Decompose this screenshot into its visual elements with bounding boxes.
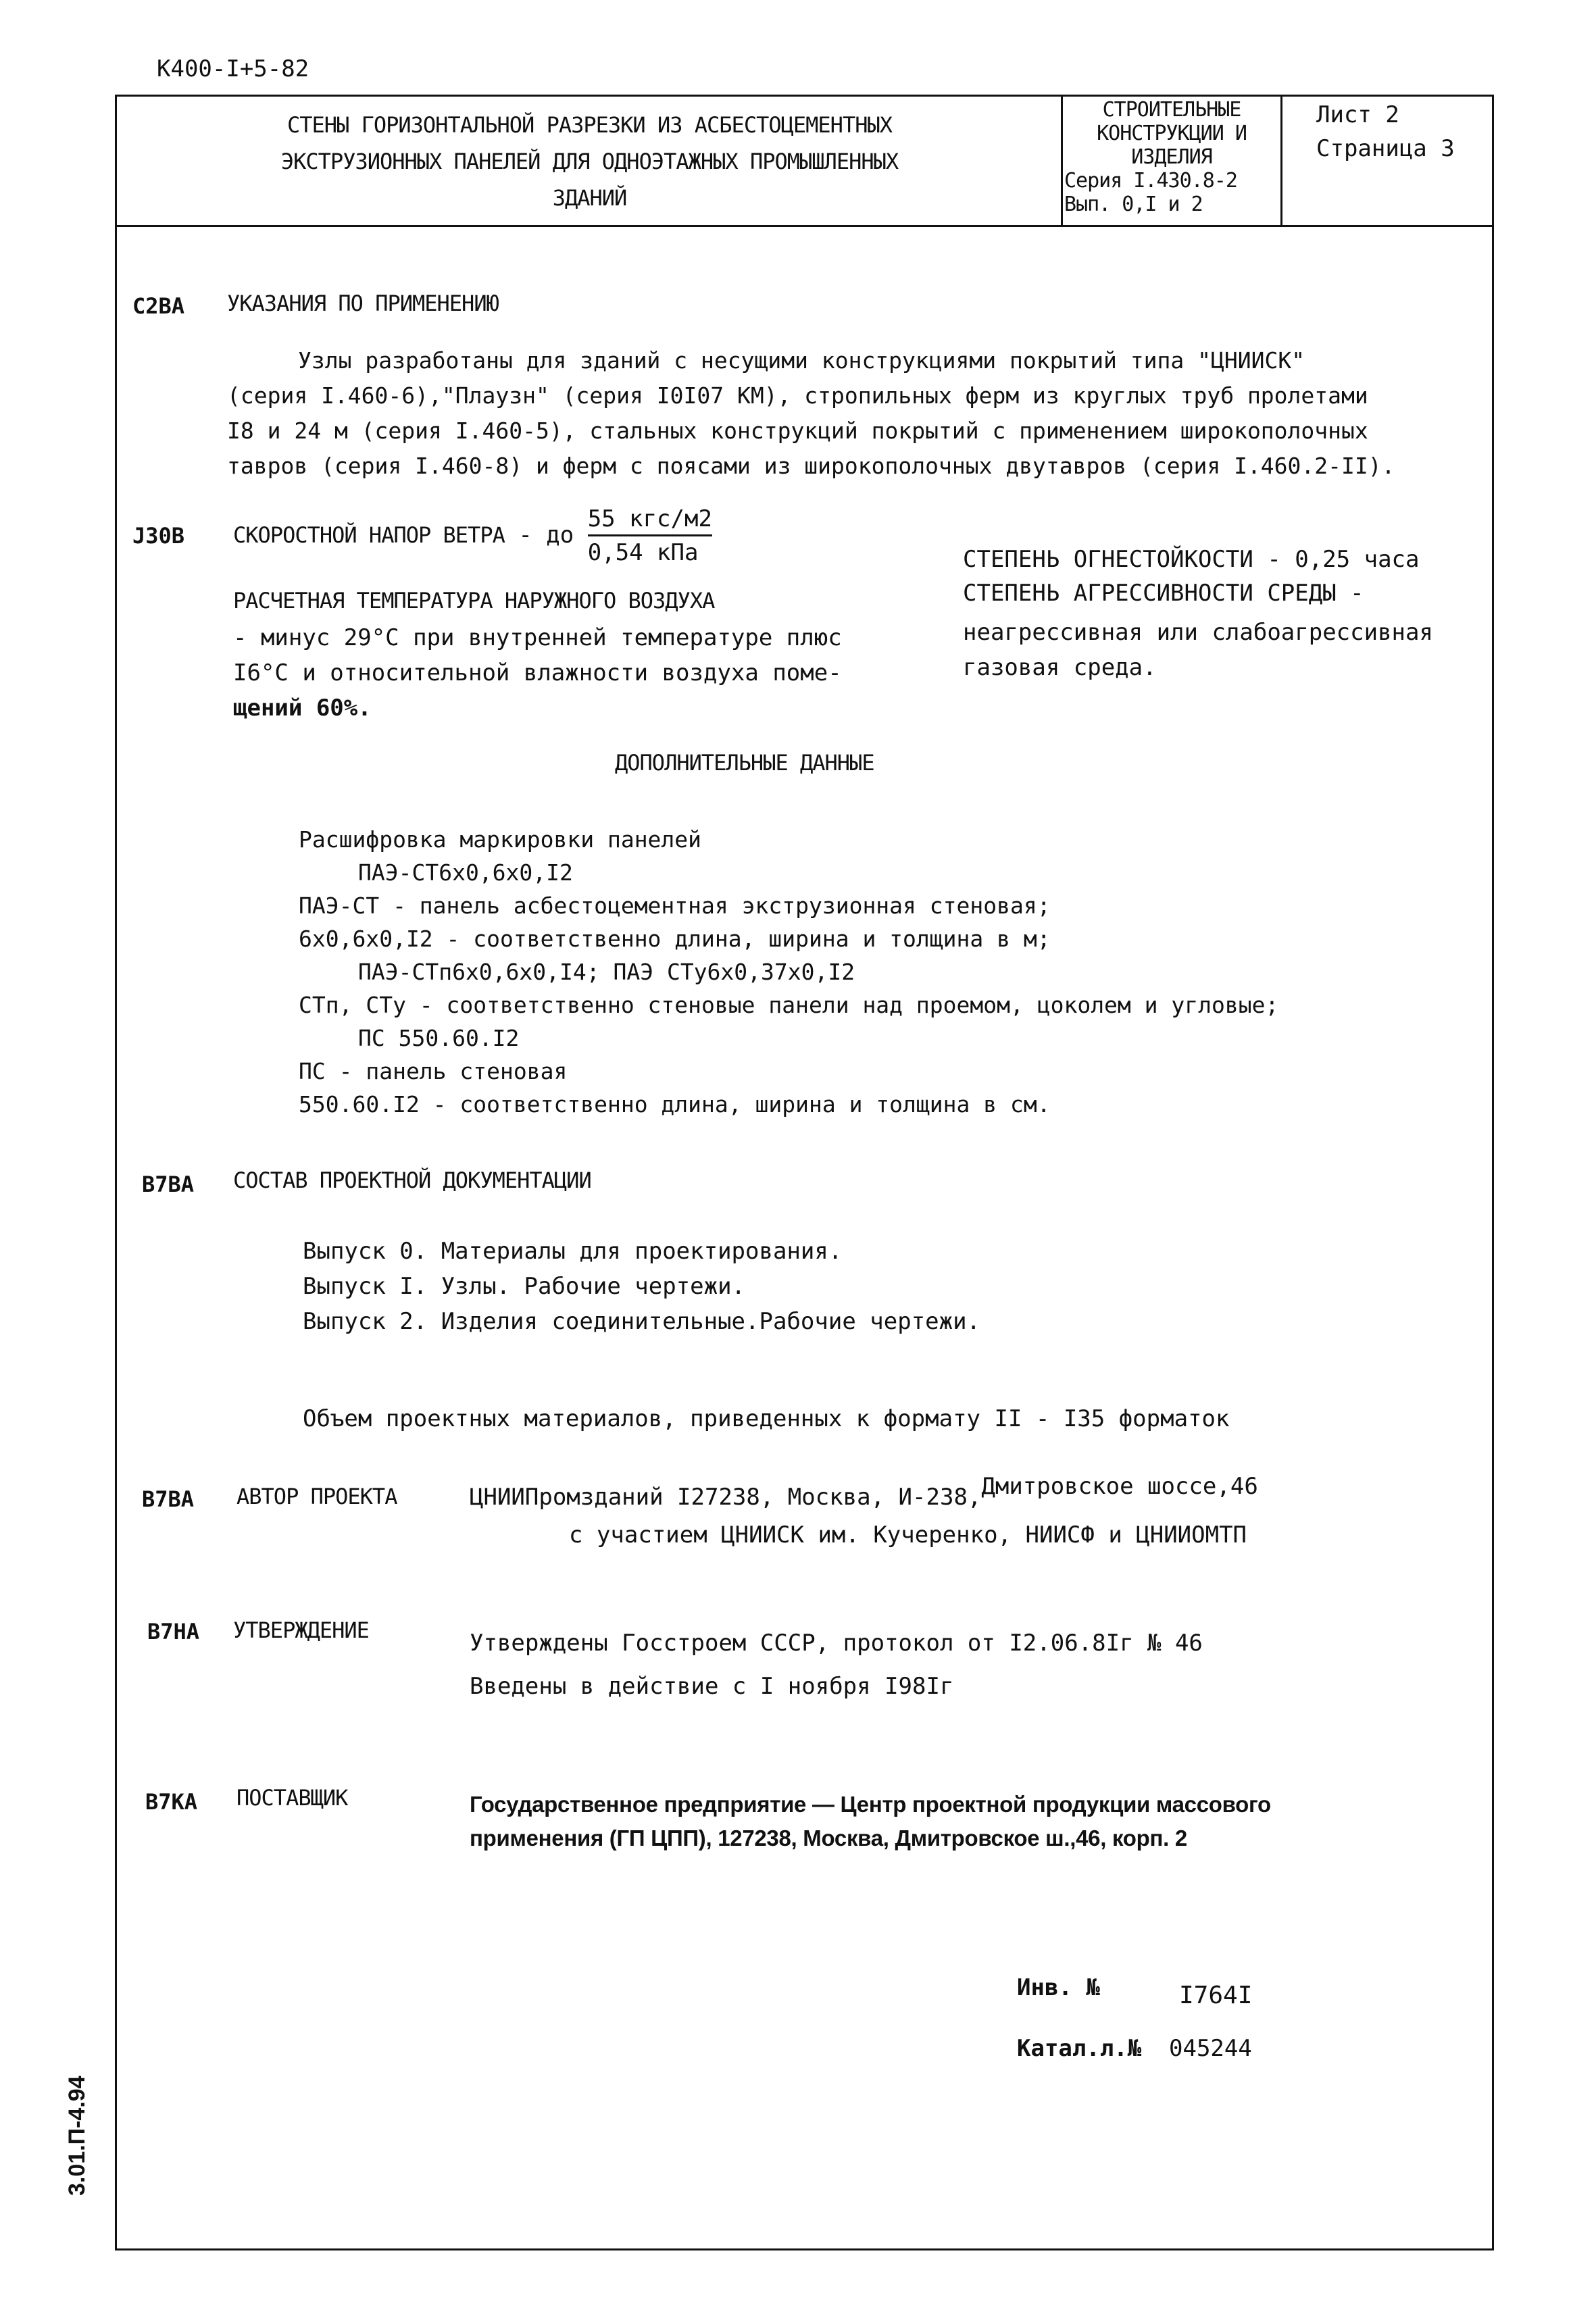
text-line: ПАЭ-СТ6х0,6х0,I2 <box>358 859 573 886</box>
text-line: СТп, СТу - соответственно стеновые панели над проемом, цоколем и угловые; <box>299 992 1279 1018</box>
approval-text <box>470 1621 1203 1708</box>
series-line: СТРОИТЕЛЬНЫЕ <box>1102 98 1241 122</box>
series-line: ИЗДЕЛИЯ <box>1131 145 1212 169</box>
doc-code: К400-I+5-82 <box>157 55 309 82</box>
text-line: I6°С и относительной влажности воздуха поме- <box>233 659 842 686</box>
text-line: газовая среда. <box>963 654 1157 681</box>
text-line: (серия I.460-6),"Плаузн" (серия I0I07 КМ), стропильных ферм из круглых труб пролетами <box>227 382 1368 409</box>
title-line: СТЕНЫ ГОРИЗОНТАЛЬНОЙ РАЗРЕЗКИ ИЗ АСБЕСТОЦЕМЕНТНЫХ <box>286 112 892 138</box>
text-line: Расшифровка маркировки панелей <box>299 826 702 853</box>
aggressiveness-label: СТЕПЕНЬ АГРЕССИВНОСТИ СРЕДЫ - <box>963 580 1364 607</box>
supplier-label: ПОСТАВЩИК <box>236 1785 348 1811</box>
section-code: J30В <box>132 523 185 549</box>
text-line: щений 60%. <box>233 695 372 722</box>
side-stamp: 3.01.П-4.94 <box>64 2076 90 2196</box>
author-participants: с участием ЦНИИСК им. Кучеренко, НИИСФ и ЦНИИОМТП <box>569 1521 1247 1549</box>
fire-resistance: СТЕПЕНЬ ОГНЕСТОЙКОСТИ - 0,25 часа <box>963 546 1420 573</box>
section-code: В7КА <box>145 1789 198 1815</box>
title-line: ЭКСТРУЗИОННЫХ ПАНЕЛЕЙ ДЛЯ ОДНОЭТАЖНЫХ ПРОМЫШЛЕННЫХ <box>280 149 899 174</box>
header-divider-2 <box>1280 95 1282 227</box>
temperature-text <box>233 620 842 726</box>
list-item: Выпуск 0. Материалы для проектирования. <box>303 1238 843 1265</box>
section-code: С2ВА <box>132 293 185 319</box>
application-text <box>227 343 1395 484</box>
catalog-number: 045244 <box>1169 2035 1252 2062</box>
wind-numerator: 55 кгс/м2 <box>588 505 712 536</box>
section-heading-application: УКАЗАНИЯ ПО ПРИМЕНЕНИЮ <box>227 291 499 316</box>
section-code: В7ВА <box>142 1486 195 1512</box>
temperature-label: РАСЧЕТНАЯ ТЕМПЕРАТУРА НАРУЖНОГО ВОЗДУХА <box>233 588 715 613</box>
title-line: ЗДАНИЙ <box>552 185 627 211</box>
text-line: ПС 550.60.I2 <box>358 1025 520 1051</box>
text-line: Утверждены Госстроем СССР, протокол от I2.06.8Iг № 46 <box>470 1630 1203 1657</box>
sheet-number: Лист 2 <box>1316 101 1399 128</box>
text-line: ПАЭ-СТ - панель асбестоцементная экструзионная стеновая; <box>299 892 1051 919</box>
supplier-text <box>470 1788 1271 1855</box>
series-line: Серия I.430.8-2 <box>1064 169 1237 193</box>
wind-prefix: - до <box>518 521 574 549</box>
text-line: ПАЭ-СТп6х0,6х0,I4; ПАЭ СТу6х0,37х0,I2 <box>358 959 855 985</box>
text-line: Государственное предприятие — Центр проектной продукции массового <box>470 1792 1271 1817</box>
author-address: Дмитровское шоссе,46 <box>981 1473 1258 1500</box>
documentation-list <box>303 1234 980 1339</box>
aggressiveness-text <box>963 615 1433 685</box>
author-label: АВТОР ПРОЕКТА <box>236 1484 397 1509</box>
catalog-label: Катал.л.№ <box>1017 2035 1142 2062</box>
text-line: Введены в действие с I ноября I98Iг <box>470 1673 954 1700</box>
section-code: В7ВА <box>142 1172 195 1197</box>
wind-denominator: 0,54 кПа <box>587 538 699 566</box>
section-heading-documentation: СОСТАВ ПРОЕКТНОЙ ДОКУМЕНТАЦИИ <box>233 1167 591 1193</box>
text-line: 550.60.I2 - соответственно длина, ширина и толщина в см. <box>299 1091 1051 1117</box>
series-line: КОНСТРУКЦИИ И <box>1097 122 1247 145</box>
list-item: Выпуск I. Узлы. Рабочие чертежи. <box>303 1273 746 1300</box>
series-line: Вып. 0,I и 2 <box>1064 193 1203 216</box>
extra-text <box>299 823 1278 1121</box>
list-item: Выпуск 2. Изделия соединительные.Рабочие чертежи. <box>303 1308 981 1335</box>
document-title <box>122 107 1057 216</box>
text-line: I8 и 24 м (серия I.460-5), стальных конструкций покрытий с применением широкополочных <box>227 418 1368 444</box>
wind-fraction <box>588 505 712 567</box>
text-line: применения (ГП ЦПП), 127238, Москва, Дмитровское ш.,46, корп. 2 <box>470 1826 1187 1851</box>
author-org: ЦНИИПромзданий I27238, Москва, И-238, <box>470 1484 982 1511</box>
wind-label: СКОРОСТНОЙ НАПОР ВЕТРА <box>233 522 505 548</box>
section-code: В7НА <box>147 1619 200 1644</box>
wind-pressure <box>233 505 712 567</box>
text-line: неагрессивная или слабоагрессивная <box>963 619 1433 646</box>
inventory-label: Инв. № <box>1017 1974 1100 2001</box>
series-block <box>1064 98 1279 216</box>
author-line <box>470 1473 1258 1511</box>
volume-text: Объем проектных материалов, приведенных к формату II - I35 форматок <box>303 1405 1230 1432</box>
text-line: - минус 29°С при внутренней температуре плюс <box>233 624 842 651</box>
header-divider-1 <box>1061 95 1063 227</box>
section-heading-extra: ДОПОЛНИТЕЛЬНЫЕ ДАННЫЕ <box>615 750 874 776</box>
text-line: ПС - панель стеновая <box>299 1058 568 1084</box>
header-bottom-rule <box>115 225 1492 227</box>
approval-label: УТВЕРЖДЕНИЕ <box>233 1617 369 1643</box>
text-line: 6х0,6х0,I2 - соответственно длина, ширина и толщина в м; <box>299 926 1051 952</box>
text-line: тавров (серия I.460-8) и ферм с поясами из широкополочных двутавров (серия I.460.2-II). <box>227 453 1395 479</box>
text-line: Узлы разработаны для зданий с несущими конструкциями покрытий типа "ЦНИИСК" <box>298 347 1305 374</box>
inventory-number: I764I <box>1179 1982 1253 2009</box>
page-number: Страница 3 <box>1316 135 1455 162</box>
